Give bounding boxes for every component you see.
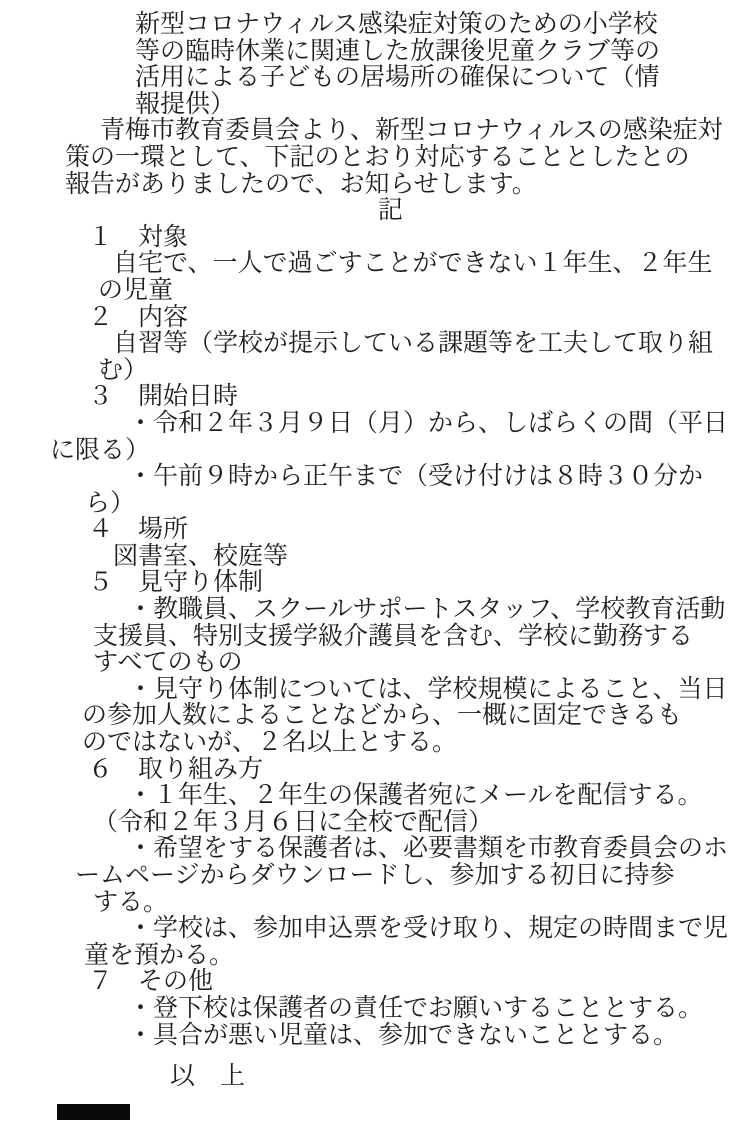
bullet-line: ・教職員、スクールサポートスタッフ、学校教育活動 bbox=[128, 596, 726, 624]
section-heading: ２ 内容 bbox=[88, 303, 189, 331]
section-heading: ４ 場所 bbox=[88, 516, 189, 544]
bullet-line: ・登下校は保護者の責任でお願いすることとする。 bbox=[128, 994, 704, 1022]
section-body-line: 支援員、特別支援学級介護員を含む、学校に勤務する bbox=[93, 622, 694, 650]
section-heading: ５ 見守り体制 bbox=[88, 569, 264, 597]
record-marker: 記 bbox=[378, 197, 404, 225]
bullet-line: ・見守り体制については、学校規模によること、当日 bbox=[128, 675, 728, 703]
bullet-line: ・令和２年３月９日（月）から、しばらくの間（平日 bbox=[128, 409, 729, 437]
document-body bbox=[0, 12, 750, 1091]
intro-line: 報告がありましたので、お知らせします。 bbox=[65, 170, 537, 198]
bullet-line: ・午前９時から正午まで（受け付けは８時３０分か bbox=[128, 463, 704, 491]
section-body-line: 童を預かる。 bbox=[84, 941, 235, 969]
section-body-line: ら） bbox=[85, 489, 136, 517]
section-body-line: のではないが、２名以上とする。 bbox=[82, 729, 458, 757]
section-body-line: に限る） bbox=[50, 436, 151, 464]
bullet-line: ・具合が悪い児童は、参加できないこととする。 bbox=[128, 1021, 679, 1049]
section-body-line: の参加人数によることなどから、一概に固定できるも bbox=[82, 702, 683, 730]
bullet-line: ・学校は、参加申込票を受け取り、規定の時間まで児 bbox=[128, 915, 729, 943]
subject-line: 報提供） bbox=[135, 90, 236, 118]
section-heading: ３ 開始日時 bbox=[88, 383, 239, 411]
scan-artifact-mark bbox=[57, 1104, 130, 1120]
section-body-line: ームページからダウンロードし、参加する初日に持参 bbox=[75, 862, 675, 889]
intro-line: 青梅市教育委員会より、新型コロナウィルスの感染症対 bbox=[100, 117, 723, 145]
closing-marker: 以 上 bbox=[170, 1063, 246, 1091]
section-heading: ６ 取り組み方 bbox=[88, 755, 264, 783]
section-body-line: すべてのもの bbox=[93, 649, 243, 677]
section-body-line: 図書室、校庭等 bbox=[113, 542, 289, 570]
section-body-line: の児童 bbox=[98, 276, 174, 304]
section-body-line: （令和２年３月６日に全校で配信） bbox=[93, 808, 494, 836]
subject-line: 新型コロナウィルス感染症対策のための小学校 bbox=[135, 11, 658, 38]
intro-line: 策の一環として、下記のとおり対応することとしたとの bbox=[65, 143, 690, 171]
section-heading: １ 対象 bbox=[88, 223, 189, 251]
bullet-line: ・希望をする保護者は、必要書類を市教育委員会のホ bbox=[128, 835, 729, 863]
section-body-line: む） bbox=[98, 356, 149, 384]
bullet-line: ・１年生、２年生の保護者宛にメールを配信する。 bbox=[128, 782, 703, 810]
subject-line: 活用による子どもの居場所の確保について（情 bbox=[135, 64, 660, 92]
section-body-line: 自習等（学校が提示している課題等を工夫して取り組 bbox=[113, 330, 714, 358]
section-body-line: する。 bbox=[93, 888, 169, 916]
section-heading: ７ その他 bbox=[88, 968, 214, 996]
subject-line: 等の臨時休業に関連した放課後児童クラブ等の bbox=[135, 37, 661, 65]
section-body-line: 自宅で、一人で過ごすことができない１年生、２年生 bbox=[113, 250, 713, 278]
